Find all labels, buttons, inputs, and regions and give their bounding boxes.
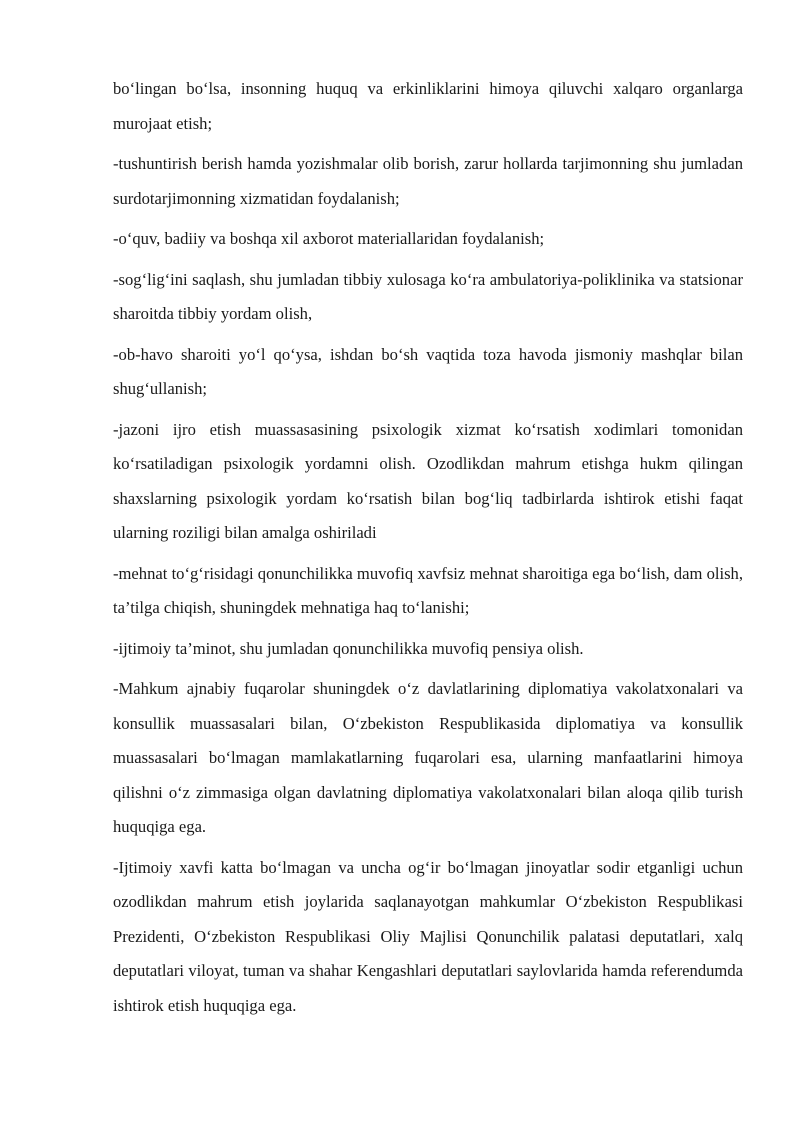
paragraph-interpretation: -tushuntirish berish hamda yozishmalar olib borish, zarur hollarda tarjimonning shu jumladan surdotarjimonning xizmatidan foydalanish;	[113, 154, 743, 208]
paragraph-psychological-help: -jazoni ijro etish muassasasining psixologik xizmat ko‘rsatish xodimlari tomonidan ko‘rsatiladigan psixologik yordamni olish. Ozodlikdan mahrum etishga hukm qilingan shaxslarning psixologik yordam ko‘rsatish bilan bog‘liq tadbirlarda ishtirok etishi faqat ularning roziligi bilan amalga oshiriladi	[113, 419, 743, 542]
paragraph-social-security: -ijtimoiy ta’minot, shu jumladan qonunchilikka muvofiq pensiya olish.	[113, 638, 584, 658]
paragraph-labor: -mehnat to‘g‘risidagi qonunchilikka muvofiq xavfsiz mehnat sharoitiga ega bo‘lish, dam olish, ta’tilga chiqish, shuningdek mehnatiga haq to‘lanishi;	[113, 563, 743, 617]
paragraph-exercise: -ob-havo sharoiti yo‘l qo‘ysa, ishdan bo‘sh vaqtida toza havoda jismoniy mashqlar bilan shug‘ullanish;	[113, 344, 743, 398]
paragraph-voting-rights: -Ijtimoiy xavfi katta bo‘lmagan va uncha og‘ir bo‘lmagan jinoyatlar sodir etganligi uchun ozodlikdan mahrum etish joylarida saqlanayotgan mahkumlar O‘zbekiston Respublikasi Prezidenti, O‘zbekiston Respublikasi Oliy Majlisi Qonunchilik palatasi deputatlari, xalq deputatlari viloyat, tuman va shahar Kengashlari deputatlari saylovlarida hamda referendumda ishtirok etish huquqiga ega.	[113, 857, 743, 1015]
paragraph-continuation: bo‘lingan bo‘lsa, insonning huquq va erkinliklarini himoya qiluvchi xalqaro organlarga murojaat etish;	[113, 79, 743, 133]
document-page	[113, 72, 743, 1029]
paragraph-foreign-citizens: -Mahkum ajnabiy fuqarolar shuningdek o‘z davlatlarining diplomatiya vakolatxonalari va konsullik muassasalari bilan, O‘zbekiston Respublikasida diplomatiya va konsullik muassasalari bo‘lmagan mamlakatlarning fuqarolari esa, ularning manfaatlarini himoya qilishni o‘z zimmasiga olgan davlatning diplomatiya vakolatxonalari bilan aloqa qilib turish huquqiga ega.	[113, 679, 743, 836]
paragraph-health: -sog‘lig‘ini saqlash, shu jumladan tibbiy xulosaga ko‘ra ambulatoriya-poliklinika va statsionar sharoitda tibbiy yordam olish,	[113, 269, 743, 323]
paragraph-reading: -o‘quv, badiiy va boshqa xil axborot materiallaridan foydalanish;	[113, 229, 545, 248]
